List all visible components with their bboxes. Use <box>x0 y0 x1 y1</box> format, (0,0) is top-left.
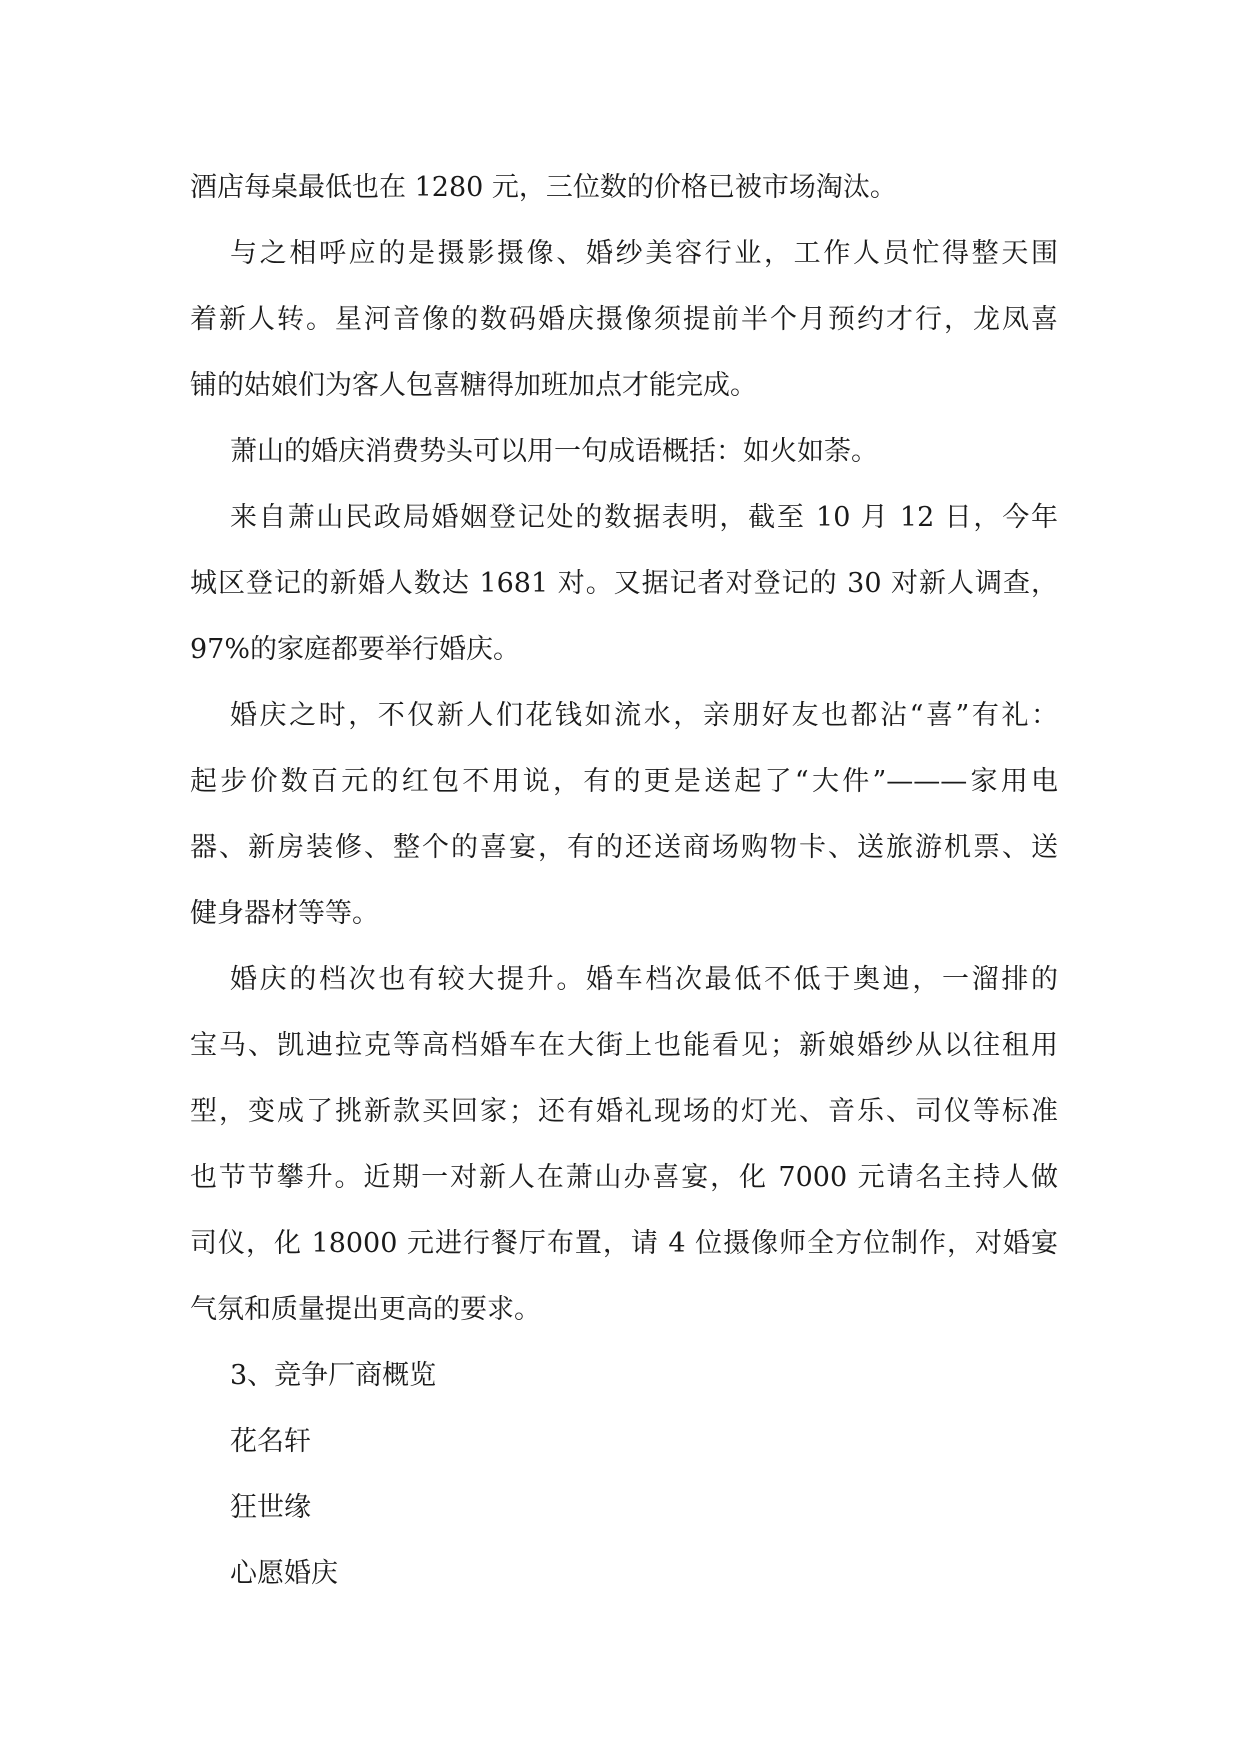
text-line: 来自萧山民政局婚姻登记处的数据表明，截至 10 月 12 日，今年 <box>230 502 1058 533</box>
text-line: 型，变成了挑新款买回家；还有婚礼现场的灯光、音乐、司仪等标准 <box>190 1096 1058 1127</box>
text-line: 97%的家庭都要举行婚庆。 <box>190 634 521 665</box>
text-line: 器、新房装修、整个的喜宴，有的还送商场购物卡、送旅游机票、送 <box>190 832 1058 863</box>
text-line: 萧山的婚庆消费势头可以用一句成语概括：如火如荼。 <box>230 436 878 467</box>
competitor-item: 花名轩 <box>230 1426 311 1457</box>
text-line: 气氛和质量提出更高的要求。 <box>190 1294 541 1325</box>
text-line: 与之相呼应的是摄影摄像、婚纱美容行业，工作人员忙得整天围 <box>230 238 1058 269</box>
text-line: 铺的姑娘们为客人包喜糖得加班加点才能完成。 <box>190 370 757 401</box>
text-line: 也节节攀升。近期一对新人在萧山办喜宴，化 7000 元请名主持人做 <box>190 1162 1058 1193</box>
competitor-item: 心愿婚庆 <box>230 1558 338 1589</box>
text-line: 酒店每桌最低也在 1280 元，三位数的价格已被市场淘汰。 <box>190 172 897 203</box>
text-line: 着新人转。星河音像的数码婚庆摄像须提前半个月预约才行，龙凤喜 <box>190 304 1058 335</box>
text-line: 婚庆的档次也有较大提升。婚车档次最低不低于奥迪，一溜排的 <box>230 964 1058 995</box>
text-line: 健身器材等等。 <box>190 898 379 929</box>
text-line: 城区登记的新婚人数达 1681 对。又据记者对登记的 30 对新人调查， <box>190 568 1058 599</box>
text-line: 婚庆之时，不仅新人们花钱如流水，亲朋好友也都沾“喜”有礼： <box>230 700 1058 731</box>
section-heading: 3、竞争厂商概览 <box>230 1360 437 1391</box>
text-line: 宝马、凯迪拉克等高档婚车在大街上也能看见；新娘婚纱从以往租用 <box>190 1030 1058 1061</box>
document-body <box>190 155 1058 1607</box>
competitor-item: 狂世缘 <box>230 1492 311 1523</box>
text-line: 司仪，化 18000 元进行餐厅布置，请 4 位摄像师全方位制作，对婚宴 <box>190 1228 1058 1259</box>
text-line: 起步价数百元的红包不用说，有的更是送起了“大件”———家用电 <box>190 766 1058 797</box>
